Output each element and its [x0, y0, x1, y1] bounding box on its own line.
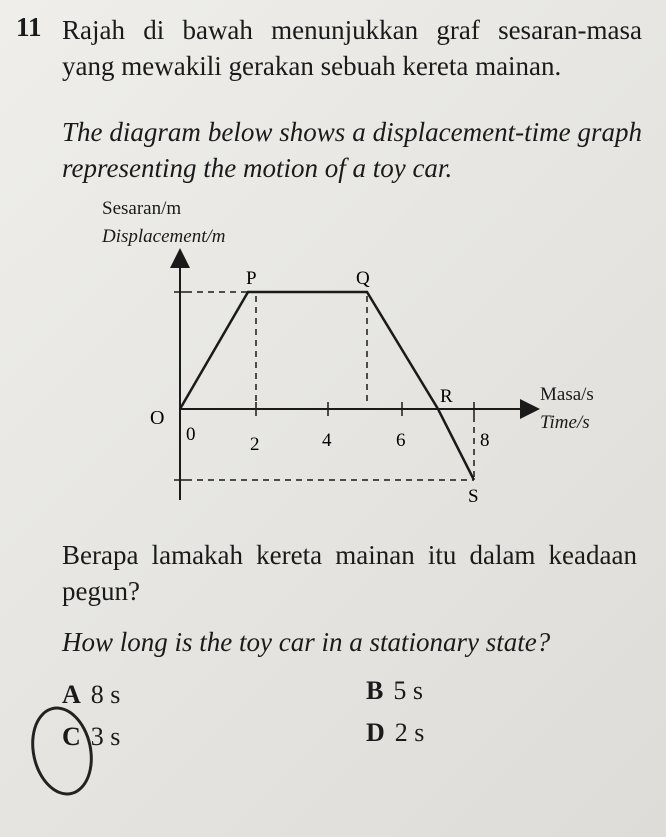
point-label-q: Q: [356, 268, 370, 289]
prompt-text-english: How long is the toy car in a stationary state?: [62, 627, 551, 657]
option-d-text: 2 s: [394, 718, 425, 747]
option-c-letter: C: [62, 722, 81, 751]
motion-line: [180, 292, 474, 480]
point-label-r: R: [440, 386, 453, 407]
x-tick-label-8: 8: [480, 430, 490, 451]
option-b-letter: B: [366, 676, 384, 705]
x-tick-label-6: 6: [396, 430, 406, 451]
point-label-p: P: [246, 268, 257, 289]
prompt-text-malay: Berapa lamakah kereta mainan itu dalam keadaan pegun?: [62, 540, 637, 606]
x-tick-label-0: 0: [186, 424, 196, 445]
y-axis-label-english: Displacement/m: [102, 226, 226, 247]
option-b-text: 5 s: [393, 676, 423, 705]
y-axis-label-malay: Sesaran/m: [102, 198, 182, 219]
option-b[interactable]: [366, 676, 423, 706]
question-text-english: The diagram below shows a displacement-time graph representing the motion of a toy car.: [62, 117, 642, 183]
x-axis-label-english: Time/s: [540, 412, 590, 433]
x-axis-label-malay: Masa/s: [540, 384, 594, 405]
option-d[interactable]: [366, 718, 424, 748]
origin-label: O: [150, 407, 165, 429]
question-number: 11: [16, 12, 42, 42]
option-a[interactable]: [62, 680, 120, 710]
x-tick-label-4: 4: [322, 430, 332, 451]
answer-circle-mark: [23, 701, 100, 802]
option-a-text: 8 s: [90, 680, 121, 709]
option-d-letter: D: [366, 718, 385, 747]
question-text-malay: Rajah di bawah menunjukkan graf sesaran-masa yang mewakili gerakan sebuah kereta mainan.: [62, 15, 642, 81]
option-a-letter: A: [62, 680, 81, 709]
x-tick-label-2: 2: [250, 434, 260, 455]
option-c-text: 3 s: [90, 722, 121, 751]
point-label-s: S: [468, 486, 479, 507]
